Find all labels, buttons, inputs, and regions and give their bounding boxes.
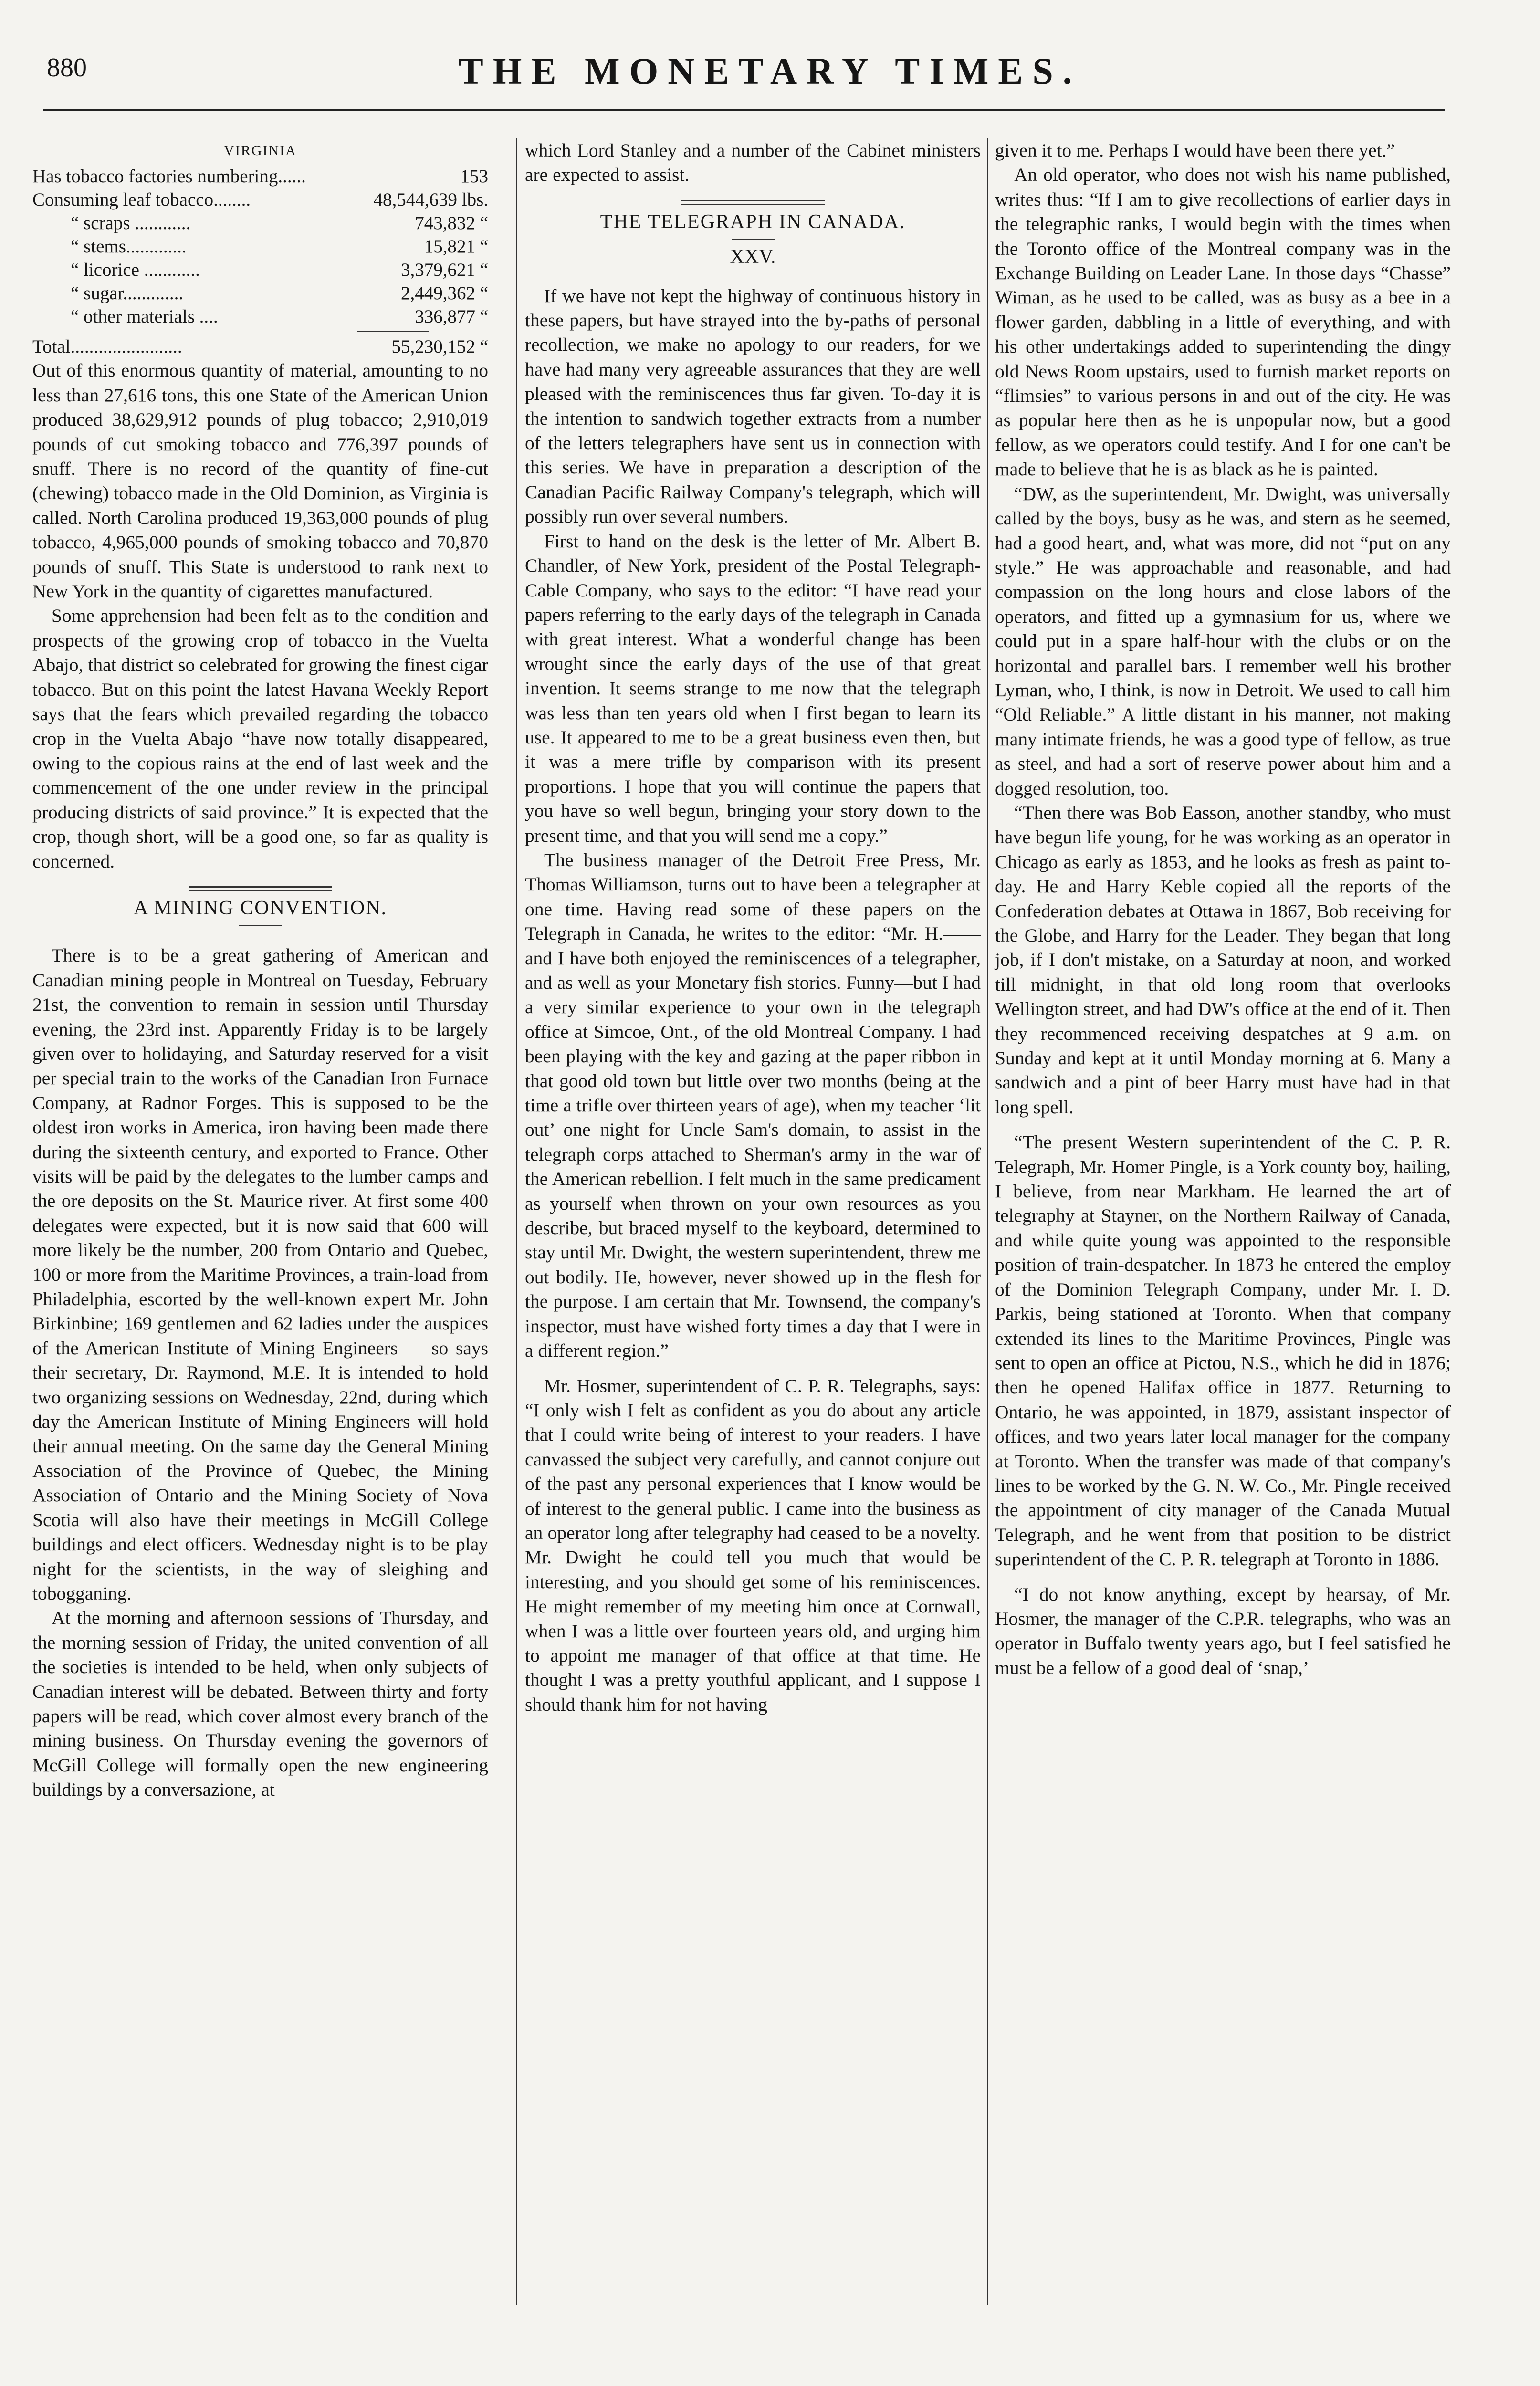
page-number: 880: [47, 53, 87, 83]
article-paragraph: “Then there was Bob Easson, another standby, who must have begun life young, for he was working as an operator in Chicago as early as 1853, and he looks as fresh as paint to-day. He and Harry Keble copied all the reports of the Confederation debates at Ottawa in 1867, Bob receiving for the Globe, and Harry for the Leader. They began that long job, if I don't mistake, on a Saturday at noon, and worked till midnight, in that old long room that overlooks Wellington street, and had DW's office at the end of it. Then they recommenced receiving despatches at 9 a.m. on Sunday and kept at it until Monday morning at 6. Many a sandwich and a pint of beer Harry must have had in that long spell.: [995, 802, 1451, 1118]
stats-value: 153: [460, 166, 488, 187]
article-paragraph: “I do not know anything, except by hearsay, of Mr. Hosmer, the manager of the C.P.R. telegraphs, who was an operator in Buffalo twenty years ago, but I feel satisfied he must be a fellow of a good deal of ‘snap,’: [995, 1583, 1451, 1678]
stats-value: 3,379,621 “: [400, 260, 488, 281]
virginia-heading: VIRGINIA: [224, 143, 297, 158]
heading-rule: [732, 239, 775, 240]
stats-value: 2,449,362 “: [400, 283, 488, 304]
section-divider: [189, 886, 332, 891]
article-paragraph: At the morning and afternoon sessions of Thursday, and the morning session of Friday, the united convention of all the societies is intended to be held, when only subjects of Canadian interest will be debated. Between thirty and forty papers will be read, which cover almost every branch of the mining business. On Thursday evening the governors of McGill College will formally open the new engineering buildings by a conversazione, at: [32, 1607, 488, 1800]
article-paragraph: which Lord Stanley and a number of the Cabinet ministers are expected to assist.: [525, 140, 981, 186]
stats-row: [32, 188, 488, 211]
stats-row: [32, 282, 488, 305]
stats-label: Has tobacco factories numbering......: [32, 166, 306, 187]
article-paragraph: Mr. Hosmer, superintendent of C. P. R. Telegraphs, says: “I only wish I felt as confident as you do about any article that I could write being of interest to your readers. I have canvassed the subject very carefully, and cannot conjure out of the past any personal experiences that I know would be of interest to the general public. I came into the business as an operator long after telegraphy had ceased to be a novelty. Mr. Dwight—he could tell you much that would be interesting, and you should get some of his reminiscences. He might remember of my meeting him once at Cornwall, when I was a little over fourteen years old, and urging him to appoint me manager of that office at that time. He thought I was a pretty youthful applicant, and I suppose I should thank him for not having: [525, 1375, 981, 1715]
stats-label: “ sugar.............: [71, 283, 184, 304]
stats-row: [32, 211, 488, 235]
stats-label: Consuming leaf tobacco........: [32, 189, 251, 210]
article-paragraph: “The present Western superintendent of the C. P. R. Telegraph, Mr. Homer Pingle, is a York county boy, hailing, I believe, from near Markham. He learned the art of telegraphy at Stayner, on the Northern Railway of Canada, and while quite young was appointed to the responsible position of train-despatcher. In 1873 he entered the employ of the Dominion Telegraph Company, under Mr. I. D. Parkis, being stationed at Toronto. When that company extended its lines to the Maritime Provinces, Pingle was sent to open an office at Pictou, N.S., which he did in 1876; then he opened Halifax office in 1877. Returning to Ontario, he was appointed, in 1879, assistant inspector of offices, and two years later local manager for the company at Toronto. When the transfer was made of that company's lines to be worked by the G. N. W. Co., Mr. Pingle received the appointment of city manager of the Canada Mutual Telegraph, and he went from that position to be district superintendent of the C. P. R. telegraph at Toronto in 1886.: [995, 1131, 1451, 1570]
total-row: [32, 335, 488, 358]
article-paragraph: given it to me. Perhaps I would have been there yet.”: [995, 140, 1395, 161]
stats-row: [32, 305, 488, 328]
stats-value: 336,877 “: [415, 306, 488, 327]
article-paragraph: If we have not kept the highway of continuous history in these papers, but have strayed into the by-paths of personal recollection, we make no apology to our readers, for we have had many very agreeable assurances that they are well pleased with the reminiscences thus far given. To-day it is the intention to sandwich together extracts from a number of the letters telegraphers have sent us in connection with this series. We have in preparation a description of the Canadian Pacific Railway Company's telegraph, which will possibly run over several numbers.: [525, 285, 981, 527]
mining-heading: A MINING CONVENTION.: [133, 897, 388, 919]
section-divider: [681, 200, 825, 205]
total-rule: [357, 331, 429, 332]
stats-row: [32, 235, 488, 258]
stats-label: “ licorice ............: [71, 260, 200, 281]
column-rule-2: [987, 138, 988, 2305]
article-paragraph: There is to be a great gathering of American and Canadian mining people in Montreal on Tuesday, February 21st, the convention to remain in session until Thursday evening, the 23rd inst. Apparently Friday is to be largely given over to holidaying, and Saturday reserved for a visit per special train to the works of the Canadian Iron Furnace Company, at Radnor Forges. This is supposed to be the oldest iron works in America, iron having been made there during the sixteenth century, and exported to France. Other visits will be paid by the delegates to the lumber camps and the ore deposits on the St. Maurice river. At first some 400 delegates were expected, but it is now said that 600 will more likely be the number, 200 from Ontario and Quebec, 100 or more from the Maritime Provinces, a train-load from Philadelphia, escorted by the well-known expert Mr. John Birkinbine; 169 gentlemen and 62 ladies under the auspices of the American Institute of Mining Engineers — so says their secretary, Dr. Raymond, M.E. It is intended to hold two organizing sessions on Wednesday, 22nd, during which day the American Institute of Mining Engineers will hold their annual meeting. On the same day the General Mining Association of the Province of Quebec, the Mining Association of Ontario and the Mining Society of Nova Scotia will also have their meetings in McGill College buildings and elect officers. Wednesday night is to be play night for the scientists, in the way of sleighing and tobogganing.: [32, 945, 488, 1604]
article-paragraph: “DW, as the superintendent, Mr. Dwight, was universally called by the boys, busy as he was, and stern as he seemed, had a good heart, and, what was more, did not “put on any style.” He was approachable and reasonable, and had compassion on the long hours and close labors of the operators, and fitted up a gymnasium for us, where we could put in a spare half-hour with the clubs or on the horizontal and parallel bars. I remember well his brother Lyman, who, I think, is now in Detroit. We used to call him “Old Reliable.” A little distant in his manner, not making many intimate friends, he was a good type of fellow, as true as steel, and had a sort of reserve power about him and a dogged resolution, too.: [995, 483, 1451, 799]
telegraph-heading: THE TELEGRAPH IN CANADA.: [600, 210, 906, 233]
total-label: Total........................: [32, 336, 182, 357]
heading-rule: [239, 925, 282, 926]
stats-row: [32, 165, 488, 188]
stats-label: “ other materials ....: [71, 306, 218, 327]
header-rule: [43, 109, 1445, 111]
tobacco-stats-table: [32, 165, 488, 328]
article-paragraph: An old operator, who does not wish his name published, writes thus: “If I am to give recollections of earlier days in the telegraphic ranks, I would begin with the times when the Toronto office of the Montreal company was in the Exchange Building on Leader Lane. In those days “Chasse” Wiman, as he used to be called, was as busy as a bee in a flower garden, dabbling in a little of everything, and with his other undertakings added to superintending the dingy old News Room upstairs, used to furnish market reports on “flimsies” to various persons in and out of the city. He was as popular here then as he is unpopular now, but a good fellow, as we operators could testify. And I for one can't be made to believe that he is as black as he is painted.: [995, 164, 1451, 480]
total-value: 55,230,152 “: [391, 336, 488, 357]
stats-row: [32, 258, 488, 282]
stats-value: 15,821 “: [424, 236, 488, 257]
column-1: [32, 138, 488, 1802]
telegraph-number: XXV.: [730, 246, 776, 268]
stats-value: 743,832 “: [415, 213, 488, 234]
stats-label: “ scraps ............: [71, 213, 191, 234]
article-paragraph: Some apprehension had been felt as to the condition and prospects of the growing crop of tobacco in the Vuelta Abajo, that district so celebrated for growing the finest cigar tobacco. But on this point the latest Havana Weekly Report says that the fears which prevailed regarding the tobacco crop in the Vuelta Abajo “have now totally disappeared, owing to the copious rains at the end of last week and the commencement of the one under review in the principal producing districts of said province.” It is expected that the crop, though short, will be a good one, so far as quality is concerned.: [32, 605, 488, 872]
stats-label: “ stems.............: [71, 236, 187, 257]
stats-value: 48,544,639 lbs.: [373, 189, 488, 210]
article-paragraph: Out of this enormous quantity of material, amounting to no less than 27,616 tons, this one State of the American Union produced 38,629,912 pounds of plug tobacco; 2,910,019 pounds of cut smoking tobacco and 776,397 pounds of snuff. There is no record of the quantity of fine-cut (chewing) tobacco made in the Old Dominion, as Virginia is called. North Carolina produced 19,363,000 pounds of plug tobacco, 4,965,000 pounds of smoking tobacco and 70,870 pounds of snuff. This State is understood to rank next to New York in the quantity of cigarettes manufactured.: [32, 360, 488, 602]
column-2: [525, 138, 981, 1717]
column-3: [995, 138, 1451, 1680]
tobacco-total-table: [32, 335, 488, 358]
column-rule-1: [516, 138, 517, 2305]
masthead-title: THE MONETARY TIMES.: [458, 50, 1082, 92]
article-paragraph: First to hand on the desk is the letter of Mr. Albert B. Chandler, of New York, president of the Postal Telegraph-Cable Company, who says to the editor: “I have read your papers referring to the early days of the telegraph in Canada with great interest. What a wonderful change has been wrought since the early days of the use of that great invention. It seems strange to me now that the telegraph was less than ten years old when I first began to learn its use. It appeared to me to be a great business even then, but it was a mere trifle by comparison with its present proportions. I hope that you will continue the papers that you have so well begun, bringing your story down to the present time, and that you will send me a copy.”: [525, 530, 981, 846]
article-paragraph: The business manager of the Detroit Free Press, Mr. Thomas Williamson, turns out to have been a telegrapher at one time. Having read some of these papers on the Telegraph in Canada, he writes to the editor: “Mr. H.—— and I have both enjoyed the reminiscences of a telegrapher, and as well as your Monetary fish stories. Funny—but I had a very similar experience to your own in the telegraph office at Simcoe, Ont., of the old Montreal Company. I had been playing with the key and gazing at the paper ribbon in that good old town but little over two months (being at the time a trifle over thirteen years of age), when my teacher ‘lit out’ one night for Uncle Sam's domain, to assist in the telegraph corps attached to Sherman's army in the war of the American rebellion. I felt much in the same predicament as yourself when thrown on your own resources as you describe, but braced myself to the keyboard, determined to stay until Mr. Dwight, the western superintendent, threw me out bodily. He, however, never showed up in the flesh for the purpose. I am certain that Mr. Townsend, the company's inspector, must have wished forty times a day that I were in a different region.”: [525, 849, 981, 1361]
